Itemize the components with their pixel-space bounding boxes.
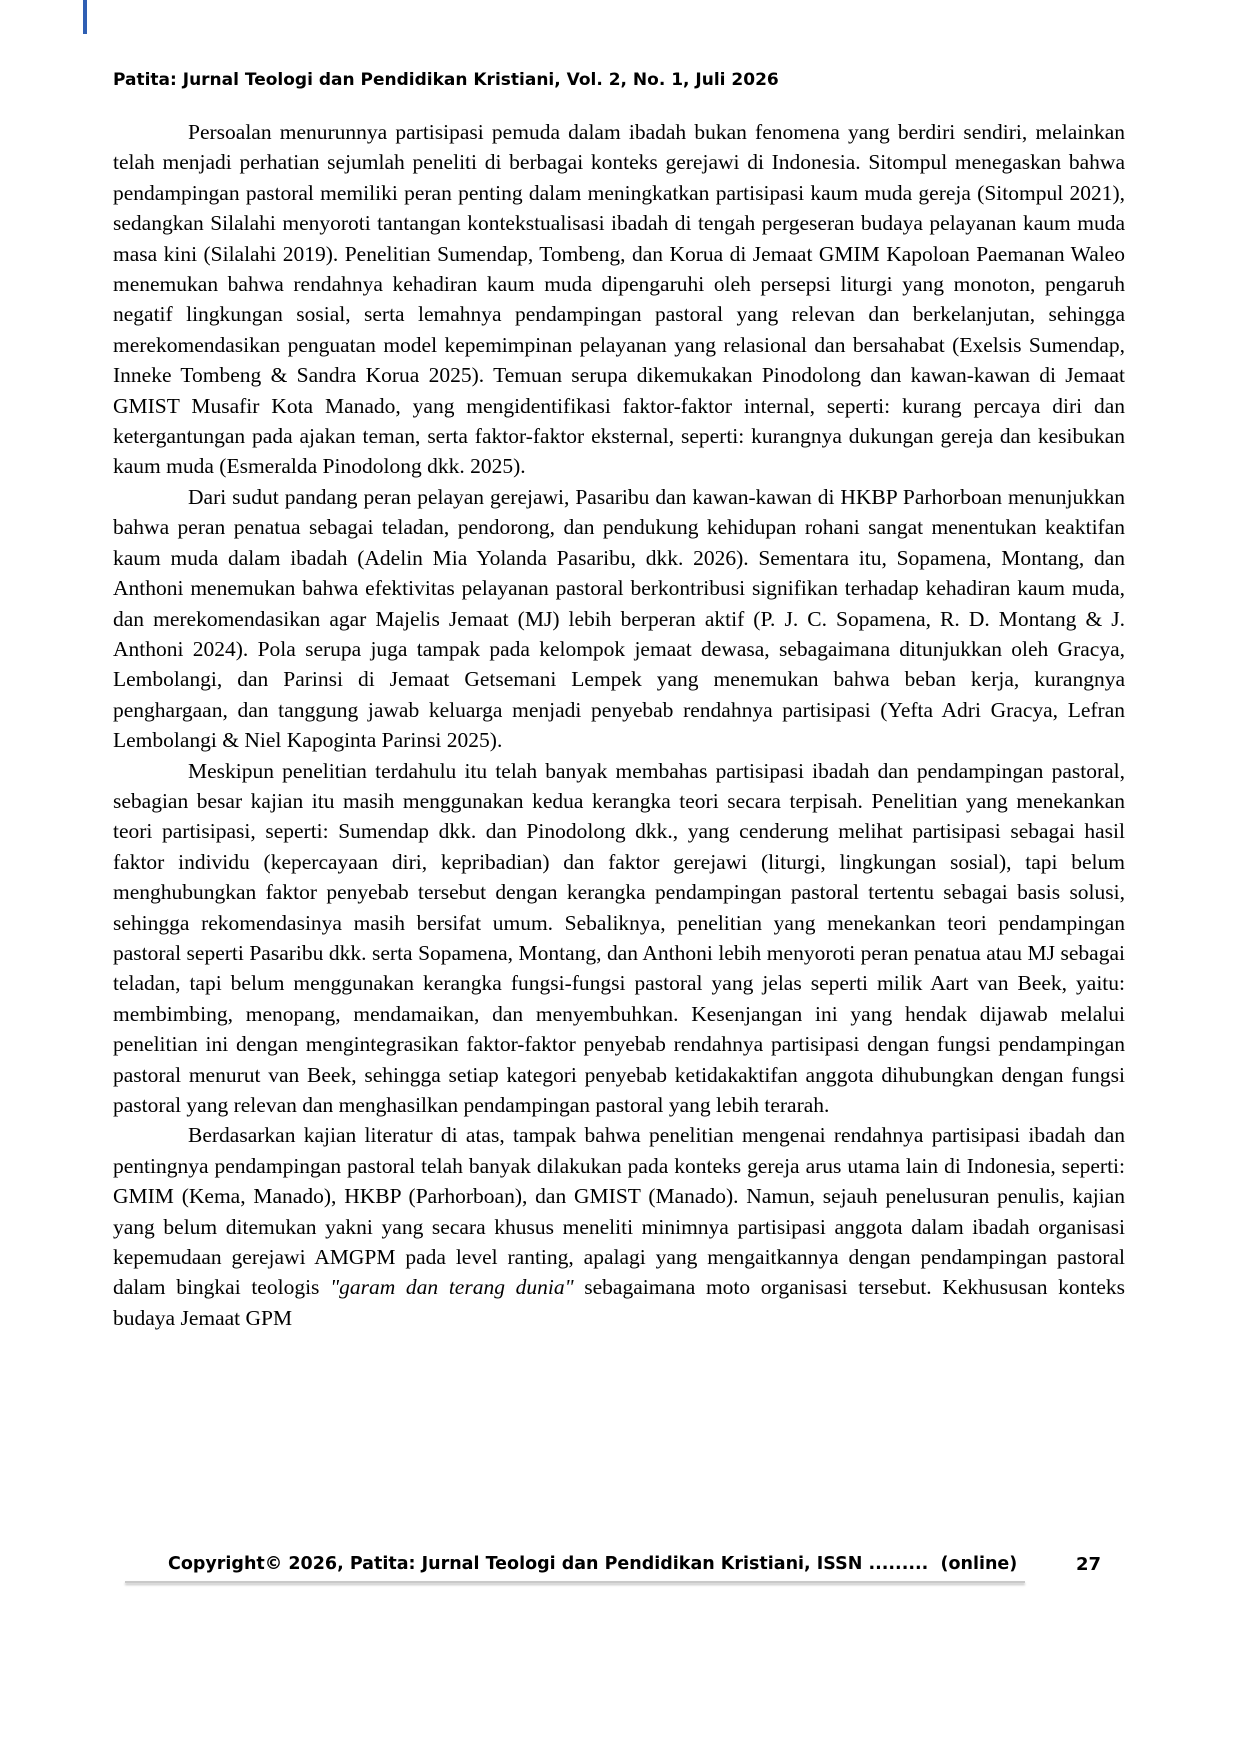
paragraph-4-italic-motto: "garam dan terang dunia"	[330, 1275, 574, 1300]
page-number: 27	[1076, 1554, 1102, 1575]
margin-accent-bar	[83, 0, 87, 34]
paragraph-2: Dari sudut pandang peran pelayan gerejawi, Pasaribu dan kawan-kawan di HKBP Parhorboan menunjukkan bahwa peran penatua sebagai teladan, pendorong, dan pendukung kehidupan rohani sangat menentukan keaktifan kaum muda dalam ibadah (Adelin Mia Yolanda Pasaribu, dkk. 2026). Sementara itu, Sopamena, Montang, dan Anthoni menemukan bahwa efektivitas pelayanan pastoral berkontribusi signifikan terhadap kehadiran kaum muda, dan merekomendasikan agar Majelis Jemaat (MJ) lebih berperan aktif (P. J. C. Sopamena, R. D. Montang & J. Anthoni 2024). Pola serupa juga tampak pada kelompok jemaat dewasa, sebagaimana ditunjukkan oleh Gracya, Lembolangi, dan Parinsi di Jemaat Getsemani Lempek yang menemukan bahwa beban kerja, kurangnya penghargaan, dan tanggung jawab keluarga menjadi penyebab rendahnya partisipasi (Yefta Adri Gracya, Lefran Lembolangi & Niel Kapoginta Parinsi 2025).	[113, 484, 1125, 753]
paragraph-4	[113, 1120, 1125, 1333]
paragraph-3: Meskipun penelitian terdahulu itu telah banyak membahas partisipasi ibadah dan pendampingan pastoral, sebagian besar kajian itu masih menggunakan kedua kerangka teori secara terpisah. Penelitian yang menekankan teori partisipasi, seperti: Sumendap dkk. dan Pinodolong dkk., yang cenderung melihat partisipasi sebagai hasil faktor individu (kepercayaan diri, kepribadian) dan faktor gerejawi (liturgi, lingkungan sosial), tapi belum menghubungkan faktor penyebab tersebut dengan kerangka pendampingan pastoral tertentu sebagai basis solusi, sehingga rekomendasinya masih bersifat umum. Sebaliknya, penelitian yang menekankan teori pendampingan pastoral seperti Pasaribu dkk. serta Sopamena, Montang, dan Anthoni lebih menyoroti peran penatua atau MJ sebagai teladan, tapi belum menggunakan kerangka fungsi-fungsi pastoral yang jelas seperti milik Aart van Beek, yaitu: membimbing, menopang, mendamaikan, dan menyembuhkan. Kesenjangan ini yang hendak dijawab melalui penelitian ini dengan mengintegrasikan faktor-faktor penyebab rendahnya partisipasi dengan fungsi pendampingan pastoral menurut van Beek, sehingga setiap kategori penyebab ketidakaktifan anggota dihubungkan dengan fungsi pastoral yang relevan dan menghasilkan pendampingan pastoral yang lebih terarah.	[113, 758, 1125, 1117]
footer-copyright: Copyright© 2026, Patita: Jurnal Teologi dan Pendidikan Kristiani, ISSN ......... (online)	[168, 1554, 1018, 1574]
footer-rule	[125, 1581, 1025, 1583]
article-body	[113, 117, 1125, 1333]
running-header: Patita: Jurnal Teologi dan Pendidikan Kristiani, Vol. 2, No. 1, Juli 2026	[113, 70, 779, 90]
paragraph-1: Persoalan menurunnya partisipasi pemuda dalam ibadah bukan fenomena yang berdiri sendiri, melainkan telah menjadi perhatian sejumlah peneliti di berbagai konteks gerejawi di Indonesia. Sitompul menegaskan bahwa pendampingan pastoral memiliki peran penting dalam meningkatkan partisipasi kaum muda gereja (Sitompul 2021), sedangkan Silalahi menyoroti tantangan kontekstualisasi ibadah di tengah pergeseran budaya pelayanan kaum muda masa kini (Silalahi 2019). Penelitian Sumendap, Tombeng, dan Korua di Jemaat GMIM Kapoloan Paemanan Waleo menemukan bahwa rendahnya kehadiran kaum muda dipengaruhi oleh persepsi liturgi yang monoton, pengaruh negatif lingkungan sosial, serta lemahnya pendampingan pastoral yang relevan dan berkelanjutan, sehingga merekomendasikan penguatan model kepemimpinan pelayanan yang relasional dan bersahabat (Exelsis Sumendap, Inneke Tombeng & Sandra Korua 2025). Temuan serupa dikemukakan Pinodolong dan kawan-kawan di Jemaat GMIST Musafir Kota Manado, yang mengidentifikasi faktor-faktor internal, seperti: kurang percaya diri dan ketergantungan pada ajakan teman, serta faktor-faktor eksternal, seperti: kurangnya dukungan gereja dan kesibukan kaum muda (Esmeralda Pinodolong dkk. 2025).	[113, 120, 1125, 479]
paragraph-4-text-a: Berdasarkan kajian literatur di atas, tampak bahwa penelitian mengenai rendahnya partisipasi ibadah dan pentingnya pendampingan pastoral telah banyak dilakukan pada konteks gereja arus utama lain di Indonesia, seperti: GMIM (Kema, Manado), HKBP (Parhorboan), dan GMIST (Manado). Namun, sejauh penelusuran penulis, kajian yang belum ditemukan yakni yang secara khusus meneliti minimnya partisipasi anggota dalam ibadah organisasi kepemudaan gerejawi AMGPM pada level ranting, apalagi yang mengaitkannya dengan pendampingan pastoral dalam bingkai teologis	[113, 1123, 1125, 1300]
paragraph-4-text-b: sebagaimana moto organisasi tersebut. Kekhususan konteks budaya Jemaat GPM	[113, 1275, 1125, 1330]
